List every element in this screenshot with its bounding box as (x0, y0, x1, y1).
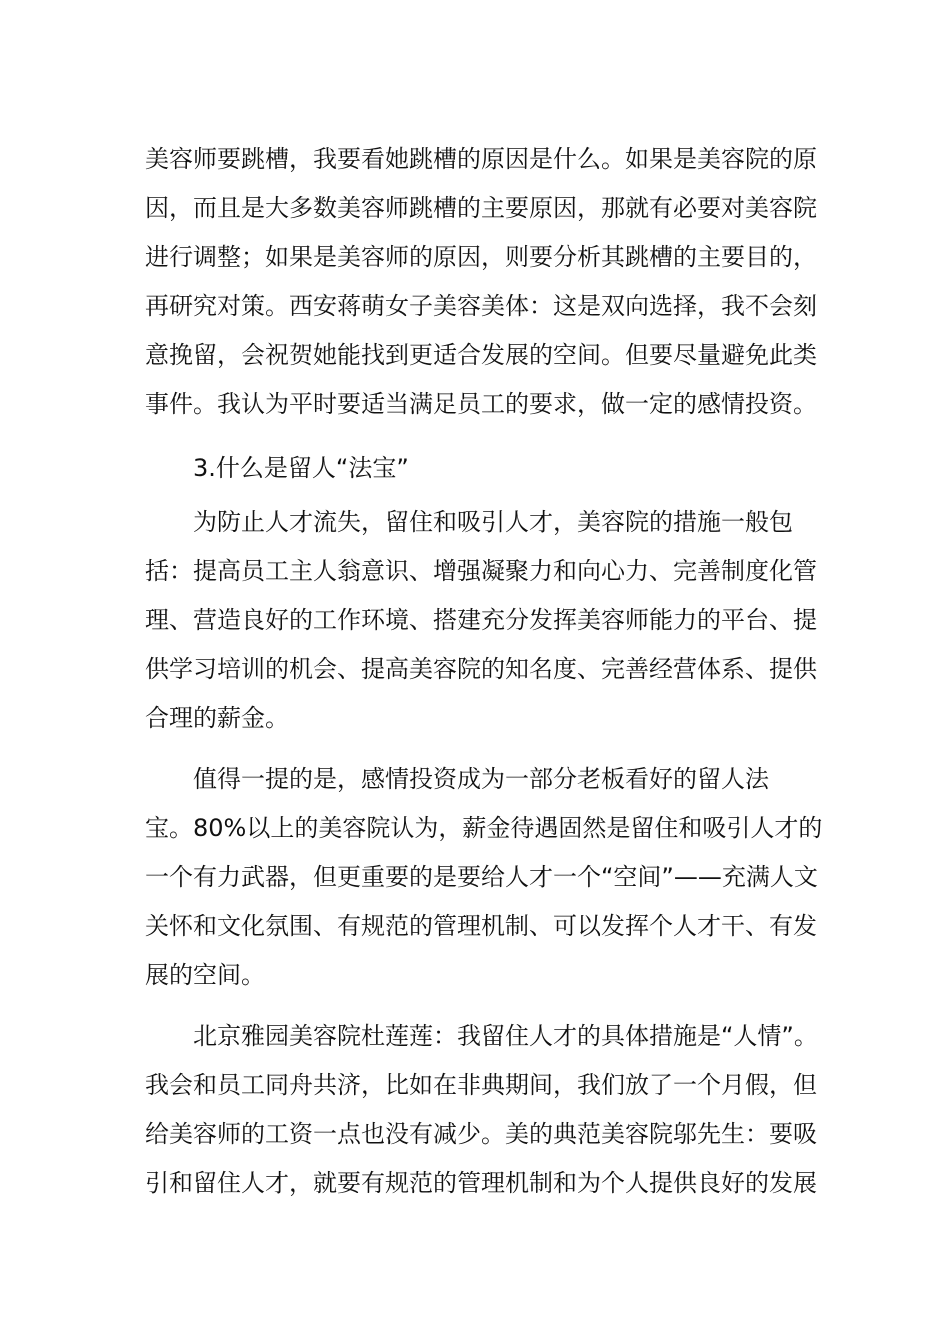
paragraph-4-line-2: 我会和员工同舟共济，比如在非典期间，我们放了一个月假，但 (145, 1071, 817, 1099)
paragraph-4-line-3: 给美容师的工资一点也没有减少。美的典范美容院邬先生：要吸 (145, 1120, 817, 1148)
paragraph-1-line-1: 美容师要跳槽，我要看她跳槽的原因是什么。如果是美容院的原 (145, 145, 817, 173)
paragraph-3-line-1: 值得一提的是，感情投资成为一部分老板看好的留人法 (193, 765, 769, 793)
paragraph-3-line-2: 宝。80%以上的美容院认为，薪金待遇固然是留住和吸引人才的 (145, 814, 823, 842)
paragraph-1-line-6: 事件。我认为平时要适当满足员工的要求，做一定的感情投资。 (145, 390, 817, 418)
paragraph-1-line-3: 进行调整；如果是美容师的原因，则要分析其跳槽的主要目的， (145, 243, 817, 271)
paragraph-2-line-3: 理、营造良好的工作环境、搭建充分发挥美容师能力的平台、提 (145, 606, 817, 634)
paragraph-3-line-4: 关怀和文化氛围、有规范的管理机制、可以发挥个人才干、有发 (145, 912, 817, 940)
paragraph-1-line-2: 因，而且是大多数美容师跳槽的主要原因，那就有必要对美容院 (145, 194, 817, 222)
paragraph-2-line-2: 括：提高员工主人翁意识、增强凝聚力和向心力、完善制度化管 (145, 557, 817, 585)
paragraph-3-line-5: 展的空间。 (145, 961, 265, 989)
paragraph-2-line-5: 合理的薪金。 (145, 704, 289, 732)
paragraph-2-line-4: 供学习培训的机会、提高美容院的知名度、完善经营体系、提供 (145, 655, 817, 683)
paragraph-1-line-4: 再研究对策。西安蒋萌女子美容美体：这是双向选择，我不会刻 (145, 292, 817, 320)
paragraph-3-line-3: 一个有力武器，但更重要的是要给人才一个“空间”——充满人文 (145, 863, 818, 891)
section-heading: 3.什么是留人“法宝” (193, 454, 409, 482)
paragraph-1-line-5: 意挽留，会祝贺她能找到更适合发展的空间。但要尽量避免此类 (145, 341, 817, 369)
paragraph-4-line-1: 北京雅园美容院杜莲莲：我留住人才的具体措施是“人情”。 (193, 1022, 818, 1050)
paragraph-2-line-1: 为防止人才流失，留住和吸引人才，美容院的措施一般包 (193, 508, 793, 536)
paragraph-4-line-4: 引和留住人才，就要有规范的管理机制和为个人提供良好的发展 (145, 1169, 817, 1197)
